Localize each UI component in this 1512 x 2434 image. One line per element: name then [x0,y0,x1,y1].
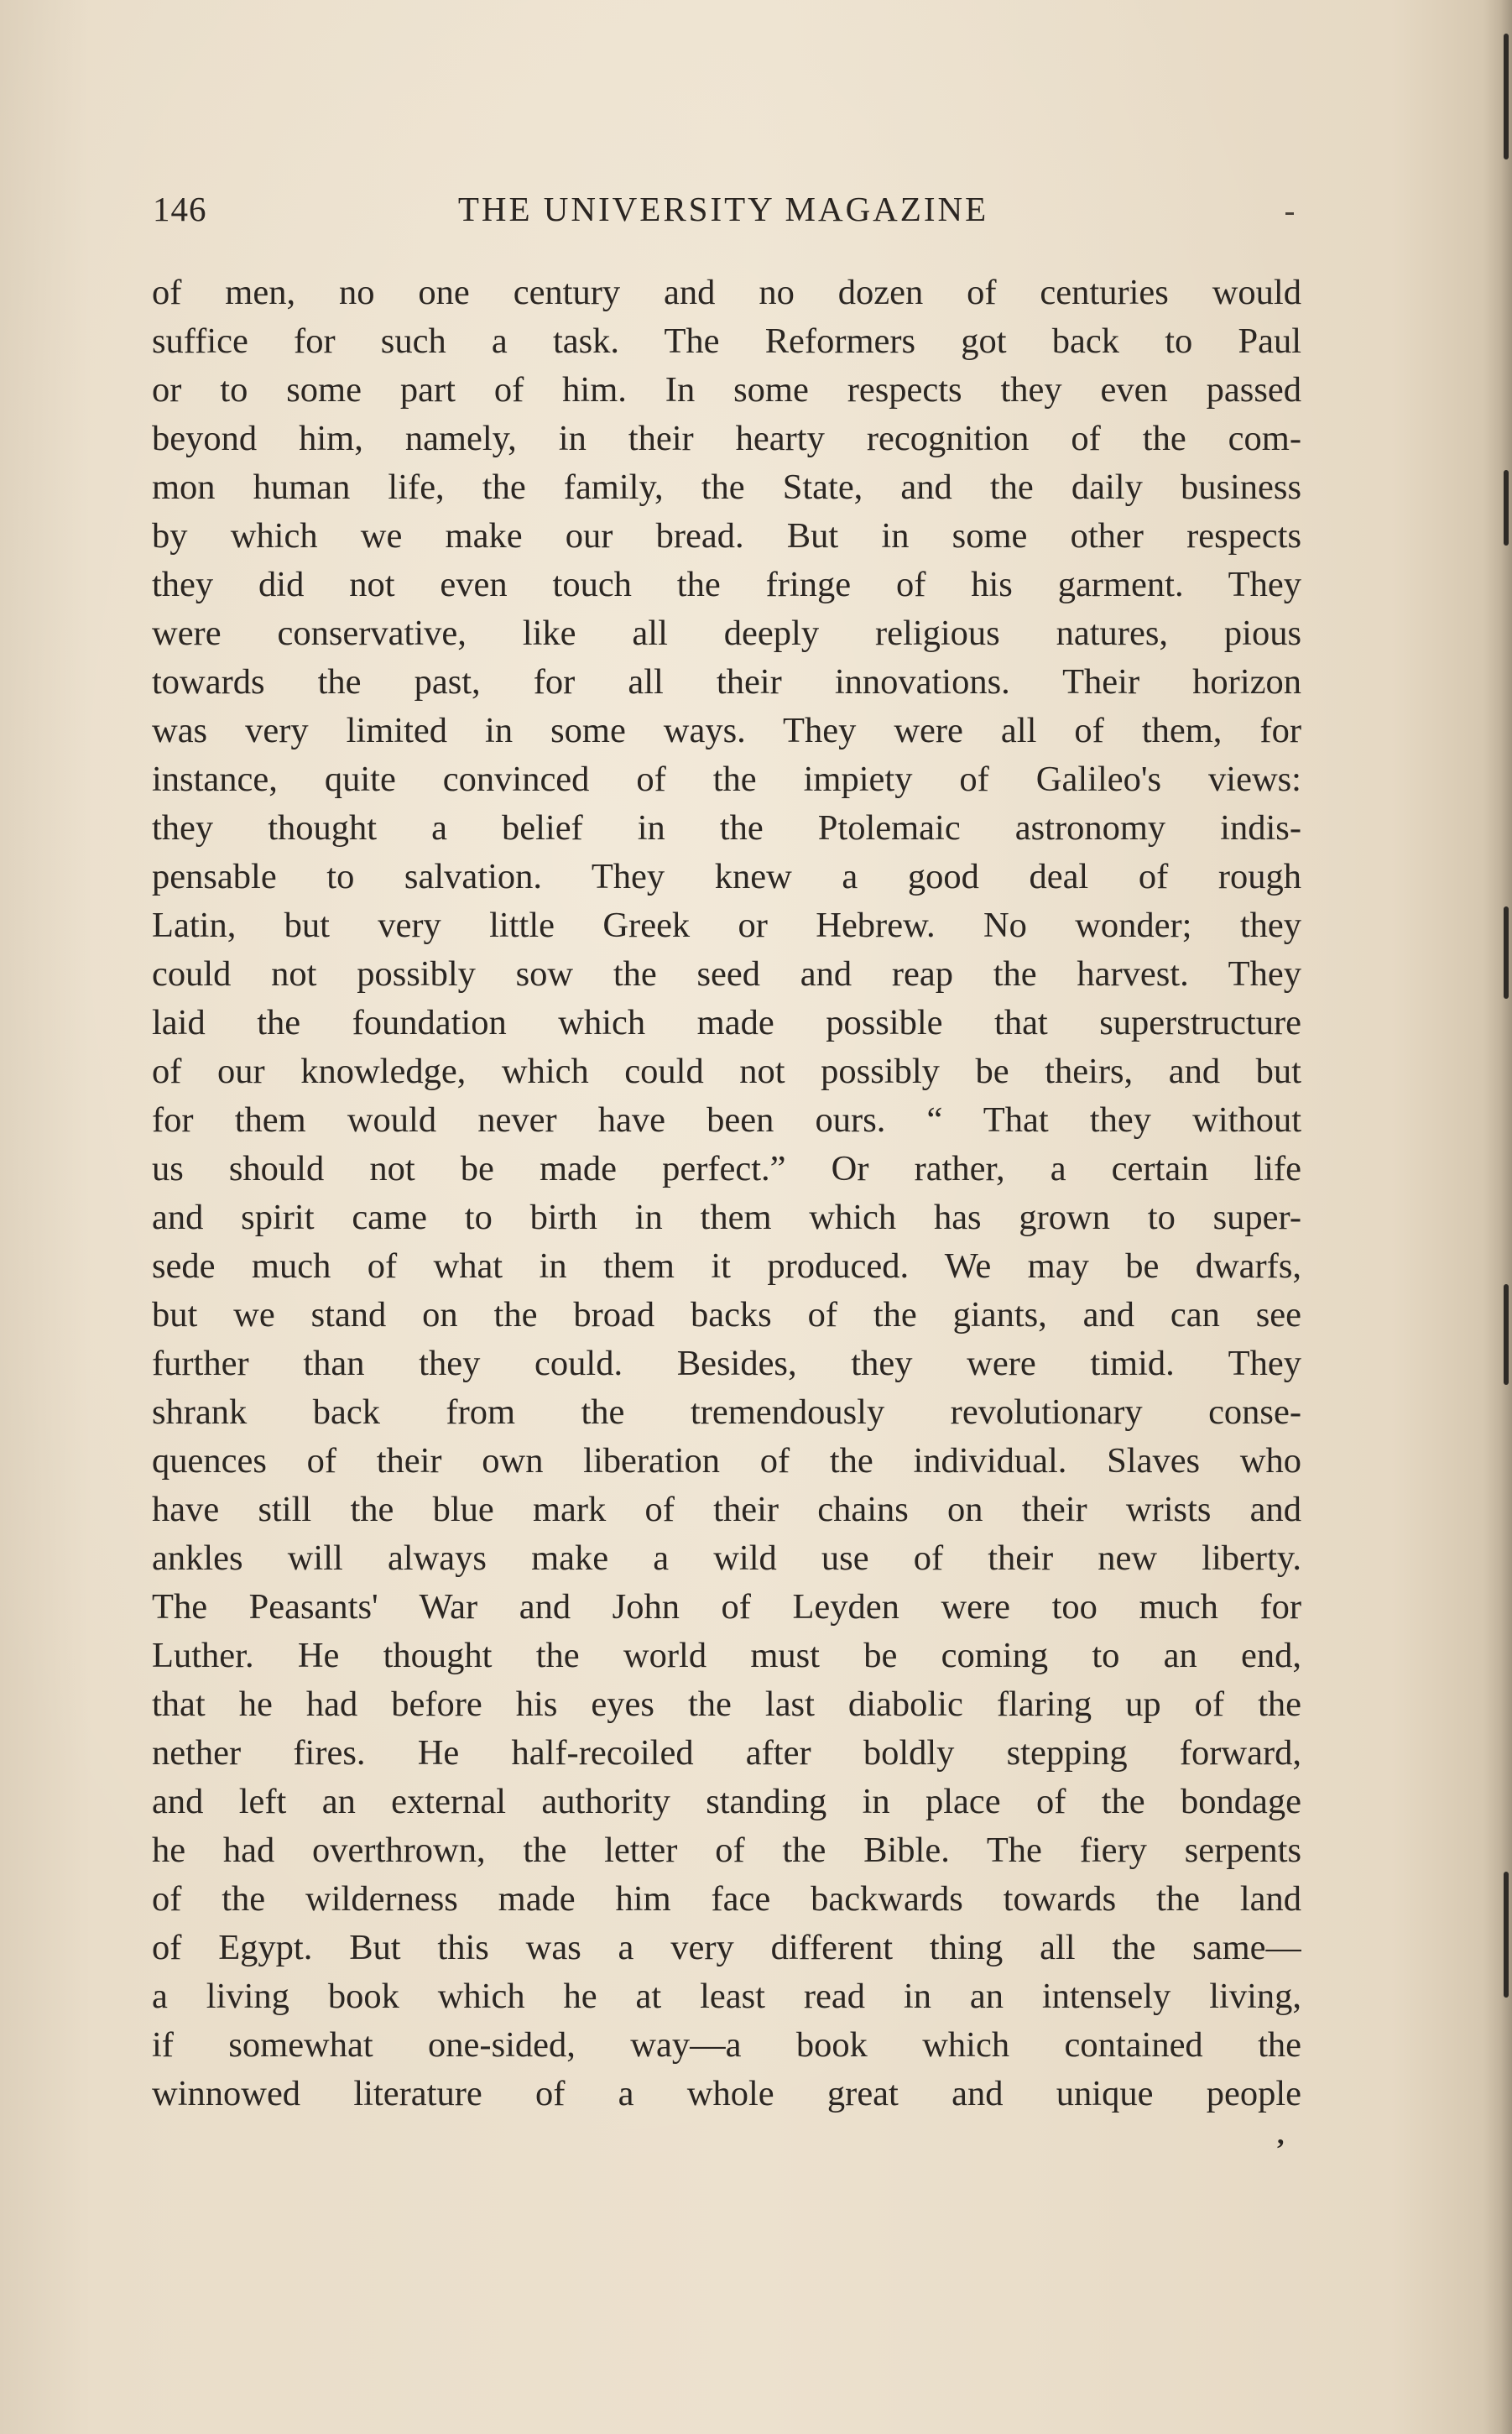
text-line: but we stand on the broad backs of the giants, and can see [152,1295,1301,1335]
text-line: of our knowledge, which could not possibly be theirs, and but [152,1052,1301,1091]
text-line: of the wilderness made him face backwards towards the land [152,1879,1301,1919]
text-line: he had overthrown, the letter of the Bible. The fiery serpents [152,1831,1301,1870]
text-line: shrank back from the tremendously revolutionary conse- [152,1392,1301,1432]
text-line: Latin, but very little Greek or Hebrew. No wonder; they [152,906,1301,945]
text-line: have still the blue mark of their chains on their wrists and [152,1490,1301,1529]
text-line: and spirit came to birth in them which has grown to super- [152,1198,1301,1237]
text-line: Luther. He thought the world must be coming to an end, [152,1636,1301,1675]
header-mark [1285,212,1294,215]
text-line: they thought a belief in the Ptolemaic astronomy indis- [152,808,1301,848]
text-line: winnowed literature of a whole great and unique people [152,2074,1301,2113]
text-line: suffice for such a task. The Reformers got back to Paul [152,321,1301,361]
edge-ink-mark [1504,1872,1509,1998]
text-line: pensable to salvation. They knew a good deal of rough [152,857,1301,896]
text-line: were conservative, like all deeply religious natures, pious [152,614,1301,653]
text-line: could not possibly sow the seed and reap the harvest. They [152,954,1301,994]
text-line: The Peasants' War and John of Leyden were too much for [152,1587,1301,1627]
text-line: nether fires. He half-recoiled after boldly stepping forward, [152,1733,1301,1773]
text-line: they did not even touch the fringe of his garment. They [152,565,1301,604]
text-line: by which we make our bread. But in some other respects [152,516,1301,556]
text-line: that he had before his eyes the last diabolic flaring up of the [152,1684,1301,1724]
text-line: of Egypt. But this was a very different thing all the same— [152,1928,1301,1967]
text-line: for them would never have been ours. “ That they without [152,1100,1301,1140]
text-line: laid the foundation which made possible that superstructure [152,1003,1301,1042]
text-line: and left an external authority standing in place of the bondage [152,1782,1301,1821]
catchword: , [1277,2119,1285,2150]
text-line: of men, no one century and no dozen of centuries would [152,273,1301,312]
edge-ink-mark [1504,906,1509,999]
text-line: instance, quite convinced of the impiety of Galileo's views: [152,760,1301,799]
text-line: a living book which he at least read in an intensely living, [152,1977,1301,2016]
page-number: 146 [153,190,207,228]
edge-ink-mark [1504,34,1509,159]
text-line: beyond him, namely, in their hearty recognition of the com- [152,419,1301,458]
text-line: towards the past, for all their innovations. Their horizon [152,662,1301,702]
edge-ink-mark [1504,470,1509,546]
text-line: sede much of what in them it produced. We may be dwarfs, [152,1246,1301,1286]
text-line: if somewhat one-sided, way—a book which contained the [152,2025,1301,2065]
text-line: quences of their own liberation of the individual. Slaves who [152,1441,1301,1481]
text-line: us should not be made perfect.” Or rather, a certain life [152,1149,1301,1188]
text-line: ankles will always make a wild use of their new liberty. [152,1538,1301,1578]
text-line: was very limited in some ways. They were all of them, for [152,711,1301,750]
page-edge-shadow [1483,0,1512,2434]
text-line: or to some part of him. In some respects they even passed [152,370,1301,410]
running-head: THE UNIVERSITY MAGAZINE [457,190,989,228]
page-header [153,189,1302,239]
text-line: further than they could. Besides, they were timid. They [152,1344,1301,1383]
text-line: mon human life, the family, the State, and the daily business [152,467,1301,507]
edge-ink-mark [1504,1284,1509,1385]
body-text [152,269,1301,2118]
